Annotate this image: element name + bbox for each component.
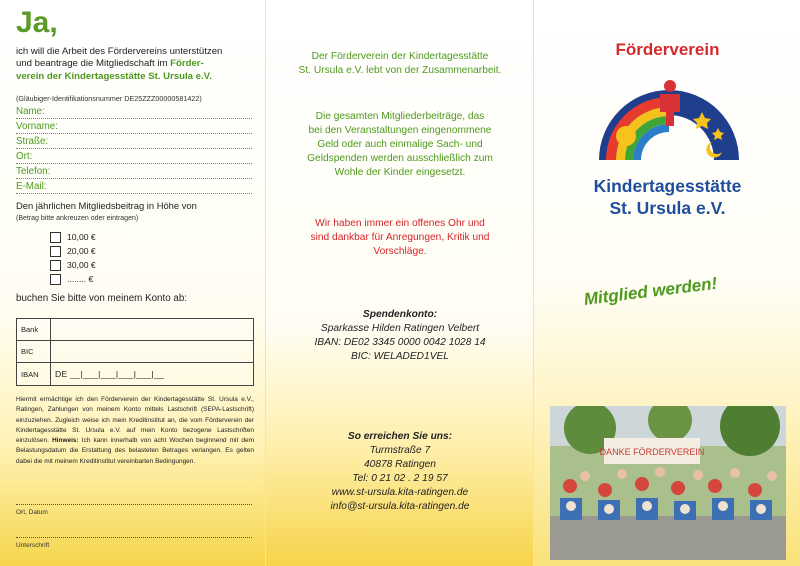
funds-paragraph: Die gesamten Mitgliederbeiträge, das bei den Veranstaltungen eingenommene Geld oder auch einmalige Sach- und Geldspenden werden ausschließlich zum Wohle der Kinder eingesetzt. [307,111,493,178]
cover-panel [533,0,800,566]
telefon-field[interactable]: Telefon: [16,166,252,179]
website-link[interactable]: www.st-ursula.kita-ratingen.de [331,487,469,498]
fee-option-10[interactable]: 10,00 € [50,231,96,243]
info-panel [265,0,533,566]
rainbow-logo-icon [594,72,744,162]
checkbox[interactable] [50,274,61,285]
fee-option-custom[interactable]: ........ € [50,273,93,285]
bic-row[interactable]: BIC [17,341,253,363]
form-intro: ich will die Arbeit des Fördervereins unterstützen und beantrage die Mitgliedschaft im Förder- verein der Kindertagesstätte St. Ursula e.V. [16,46,223,82]
place-date-line[interactable]: Ort, Datum [16,504,252,516]
fee-option-20[interactable]: 20,00 € [50,245,96,257]
creditor-id: (Gläubiger-Identifikationsnummer DE25ZZZ00000581422) [16,94,202,103]
signature-line[interactable]: Unterschrift [16,537,252,549]
fee-subtitle: (Betrag bitte ankreuzen oder eintragen) [16,215,139,222]
foerderverein-title: Förderverein [615,40,720,59]
checkbox[interactable] [50,260,61,271]
iban-row[interactable]: IBAN DE __|___|___|___|___|__ [17,363,253,385]
strasse-field[interactable]: Straße: [16,136,252,149]
form-heading: Ja, [16,6,58,39]
bank-row[interactable]: Bank [17,319,253,341]
fee-option-30[interactable]: 30,00 € [50,259,96,271]
debit-instruction: buchen Sie bitte von meinem Konto ab: [16,293,188,304]
vorname-field[interactable]: Vorname: [16,121,252,134]
name-field[interactable]: Name: [16,106,252,119]
donation-account: Spendenkonto: Sparkasse Hilden Ratingen Velbert IBAN: DE02 3345 0000 0042 1028 14 BIC: WELADED1VEL [314,309,486,362]
email-link[interactable]: info@st-ursula.kita-ratingen.de [330,501,470,512]
checkbox[interactable] [50,246,61,257]
feedback-paragraph: Wir haben immer ein offenes Ohr und sind dankbar für Anregungen, Kritik und Vorschläge. [310,218,490,257]
membership-form-panel [0,0,265,566]
ort-field[interactable]: Ort: [16,151,252,164]
sepa-mandate-text: Hiermit ermächtige ich den Förderverein der Kindertagesstätte St. Ursula e.V., Ratingen, Zahlungen von meinem Konto mittels Lastschrift (SEPA-Lastschrift) einzuziehen. Zugleich weise ich mein Kreditinstitut an, die vom Förderverein der Kindertagesstätte St. Ursula e.V. auf mein Konto bezogene Lastschriften einzulösen. Hinweis: Ich kann innerhalb von acht Wochen beginnend mit dem Belastungsdatum die Erstattung des belasteten Betrages verlangen. Es gelten dabei die mit meinem Kreditinstitut vereinbarten Bedingungen. [16,396,254,465]
intro-paragraph: Der Förderverein der Kindertagesstätte St. Ursula e.V. lebt von der Zusammenarbeit. [298,51,502,76]
fee-title: Den jährlichen Mitgliedsbeitrag in Höhe von [16,200,197,211]
contact-block: So erreichen Sie uns: Turmstraße 7 40878 Ratingen Tel: 0 21 02 . 2 19 57 www.st-ursula.kita-ratingen.de info@st-ursula.kita-ratingen.de [266,430,533,514]
become-member-slogan: Mitglied werden! [582,273,719,309]
group-photo-icon [550,406,786,560]
bank-table [16,318,254,386]
checkbox[interactable] [50,232,61,243]
kita-title: Kindertagesstätte St. Ursula e.V. [593,176,742,218]
banner-text: DANKE FÖRDERVEREIN [599,447,705,457]
email-field[interactable]: E-Mail: [16,181,252,194]
